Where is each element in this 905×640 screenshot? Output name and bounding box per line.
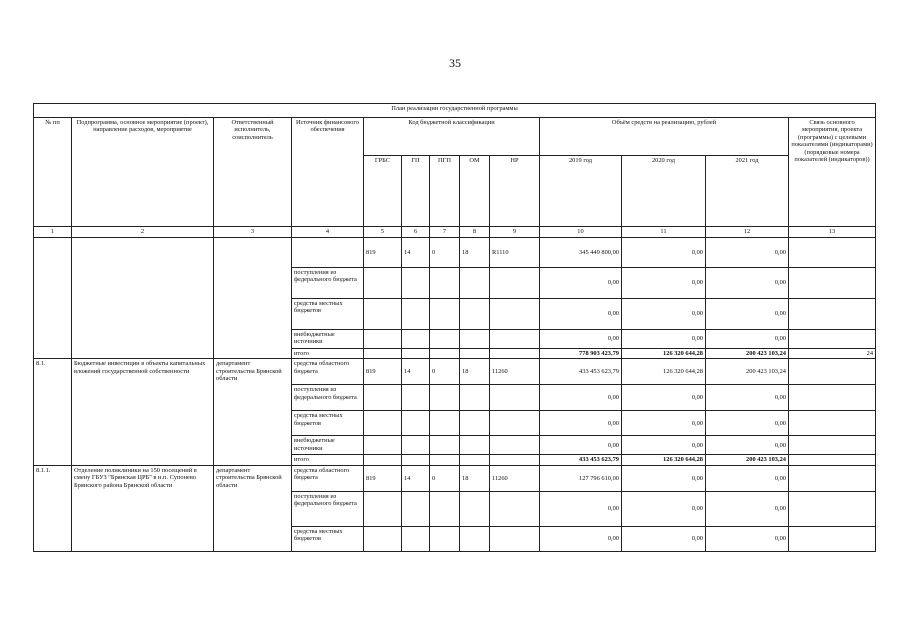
cell-2019: 0,00 bbox=[540, 385, 622, 411]
cell-num: 8.1.1. bbox=[34, 465, 72, 551]
cell-2020: 0,00 bbox=[622, 385, 706, 411]
cell-2019: 127 796 610,00 bbox=[540, 465, 622, 491]
cell-2020: 0,00 bbox=[622, 299, 706, 330]
cell-2021: 200 423 103,24 bbox=[706, 455, 789, 465]
cell-gp: 14 bbox=[402, 238, 430, 268]
cell-source: итого bbox=[292, 455, 364, 465]
cell-link bbox=[789, 238, 876, 268]
cell-2021: 0,00 bbox=[706, 385, 789, 411]
cell-2019: 0,00 bbox=[540, 526, 622, 551]
cell-2021: 0,00 bbox=[706, 330, 789, 349]
cell-source: поступления из федерального бюджета bbox=[292, 268, 364, 299]
table-title: План реализации государственной программы bbox=[34, 104, 876, 118]
cell-2019: 0,00 bbox=[540, 299, 622, 330]
cell-2020: 0,00 bbox=[622, 526, 706, 551]
cell-source bbox=[292, 238, 364, 268]
col-number: 13 bbox=[789, 227, 876, 238]
cell-2021: 0,00 bbox=[706, 411, 789, 436]
col-number: 9 bbox=[490, 227, 540, 238]
page-number: 35 bbox=[449, 56, 461, 70]
cell-subprogram: Бюджетные инвестиции в объекты капитальных вложений государственной собственности bbox=[72, 359, 214, 465]
header-executor: Ответственный исполнитель, соисполнитель bbox=[214, 118, 292, 227]
cell-2020: 0,00 bbox=[622, 268, 706, 299]
cell-link: 24 bbox=[789, 349, 876, 359]
cell-2019: 0,00 bbox=[540, 330, 622, 349]
cell-2020: 0,00 bbox=[622, 465, 706, 491]
cell-2021: 0,00 bbox=[706, 491, 789, 526]
header-gp: ГП bbox=[402, 156, 430, 227]
cell-2019: 345 449 800,00 bbox=[540, 238, 622, 268]
cell-2019: 433 453 623,79 bbox=[540, 455, 622, 465]
header-row-1 bbox=[34, 118, 876, 156]
cell-2019: 0,00 bbox=[540, 436, 622, 455]
cell-om: 18 bbox=[460, 238, 490, 268]
header-volume: Объём средств на реализацию, рублей bbox=[540, 118, 789, 156]
col-number: 1 bbox=[34, 227, 72, 238]
cell-executor bbox=[214, 238, 292, 359]
cell-grbs: 819 bbox=[364, 465, 402, 491]
cell-pgp: 0 bbox=[430, 238, 460, 268]
cell-2019: 0,00 bbox=[540, 491, 622, 526]
cell-2019: 778 903 423,79 bbox=[540, 349, 622, 359]
cell-2021: 200 423 103,24 bbox=[706, 349, 789, 359]
cell-2020: 0,00 bbox=[622, 491, 706, 526]
cell-nr: 11260 bbox=[490, 465, 540, 491]
table-row bbox=[34, 465, 876, 491]
header-nr: НР bbox=[490, 156, 540, 227]
col-number: 10 bbox=[540, 227, 622, 238]
cell-source: поступления из федерального бюджета bbox=[292, 385, 364, 411]
cell-2020: 126 320 644,28 bbox=[622, 349, 706, 359]
cell-nr: R1110 bbox=[490, 238, 540, 268]
table-row bbox=[34, 359, 876, 385]
col-number: 3 bbox=[214, 227, 292, 238]
col-number: 7 bbox=[430, 227, 460, 238]
header-link: Связь основного мероприятия, проекта (программы) с целевыми показателями (индикаторами) (порядковые номера показателей (индикаторов)) bbox=[789, 118, 876, 227]
cell-nr: 11260 bbox=[490, 359, 540, 385]
table-row bbox=[34, 238, 876, 268]
col-number: 5 bbox=[364, 227, 402, 238]
cell-source: средства местных бюджетов bbox=[292, 411, 364, 436]
cell-2021: 200 423 103,24 bbox=[706, 359, 789, 385]
cell-2021: 0,00 bbox=[706, 268, 789, 299]
header-pgp: ПГП bbox=[430, 156, 460, 227]
header-num: № пп bbox=[34, 118, 72, 227]
column-number-row bbox=[34, 227, 876, 238]
cell-om: 18 bbox=[460, 359, 490, 385]
header-om: ОМ bbox=[460, 156, 490, 227]
cell-source: средства областного бюджета bbox=[292, 465, 364, 491]
cell-subprogram: Отделение поликлиники на 150 посещений в смену ГБУЗ "Брянская ЦРБ" в н.п. Супонево Брянского района Брянской области bbox=[72, 465, 214, 551]
cell-2021: 0,00 bbox=[706, 299, 789, 330]
cell-2019: 0,00 bbox=[540, 411, 622, 436]
cell-source: поступления из федерального бюджета bbox=[292, 491, 364, 526]
cell-source: внебюджетные источники bbox=[292, 330, 364, 349]
cell-2019: 433 453 623,79 bbox=[540, 359, 622, 385]
col-number: 6 bbox=[402, 227, 430, 238]
cell-gp: 14 bbox=[402, 465, 430, 491]
header-2019: 2019 год bbox=[540, 156, 622, 227]
cell-2020: 0,00 bbox=[622, 411, 706, 436]
cell-num: 8.1. bbox=[34, 359, 72, 465]
header-2020: 2020 год bbox=[622, 156, 706, 227]
cell-pgp: 0 bbox=[430, 359, 460, 385]
table-title-row bbox=[34, 104, 876, 118]
cell-2020: 126 320 644,28 bbox=[622, 359, 706, 385]
cell-num bbox=[34, 238, 72, 359]
header-budget-code: Код бюджетной классификации bbox=[364, 118, 540, 156]
cell-2020: 126 320 644,28 bbox=[622, 455, 706, 465]
cell-source: средства местных бюджетов bbox=[292, 299, 364, 330]
cell-subprogram bbox=[72, 238, 214, 359]
cell-source: средства местных бюджетов bbox=[292, 526, 364, 551]
col-number: 11 bbox=[622, 227, 706, 238]
cell-2020: 0,00 bbox=[622, 238, 706, 268]
header-subprogram: Подпрограмма, основное мероприятие (проект), направление расходов, мероприятие bbox=[72, 118, 214, 227]
header-2021: 2021 год bbox=[706, 156, 789, 227]
cell-gp: 14 bbox=[402, 359, 430, 385]
cell-pgp: 0 bbox=[430, 465, 460, 491]
cell-source: внебюджетные источники bbox=[292, 436, 364, 455]
col-number: 12 bbox=[706, 227, 789, 238]
cell-grbs: 819 bbox=[364, 359, 402, 385]
cell-2021: 0,00 bbox=[706, 465, 789, 491]
header-grbs: ГРБС bbox=[364, 156, 402, 227]
cell-executor: департамент строительства Брянской области bbox=[214, 359, 292, 465]
cell-executor: департамент строительства Брянской области bbox=[214, 465, 292, 551]
cell-source: средства областного бюджета bbox=[292, 359, 364, 385]
col-number: 2 bbox=[72, 227, 214, 238]
cell-source: итого bbox=[292, 349, 364, 359]
cell-2019: 0,00 bbox=[540, 268, 622, 299]
col-number: 8 bbox=[460, 227, 490, 238]
cell-2021: 0,00 bbox=[706, 526, 789, 551]
col-number: 4 bbox=[292, 227, 364, 238]
program-plan-table bbox=[33, 103, 876, 552]
cell-2020: 0,00 bbox=[622, 436, 706, 455]
cell-2020: 0,00 bbox=[622, 330, 706, 349]
cell-2021: 0,00 bbox=[706, 238, 789, 268]
header-source: Источник финансового обеспечения bbox=[292, 118, 364, 227]
cell-grbs: 819 bbox=[364, 238, 402, 268]
cell-2021: 0,00 bbox=[706, 436, 789, 455]
cell-om: 18 bbox=[460, 465, 490, 491]
